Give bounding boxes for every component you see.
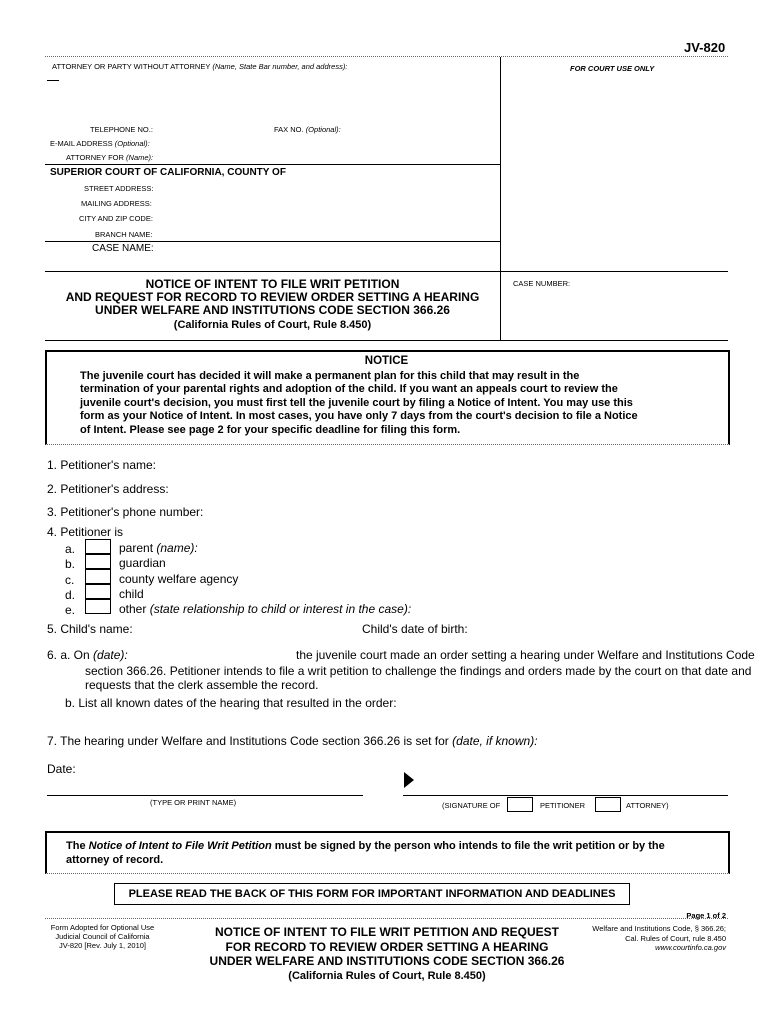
- option-d-letter: d.: [65, 588, 76, 602]
- child-dob-label: Child's date of birth:: [362, 622, 468, 636]
- signature-of-label: (SIGNATURE OF: [442, 801, 501, 810]
- item-2-petitioner-address: 2. Petitioner's address:: [47, 482, 169, 496]
- courtinfo-link[interactable]: www.courtinfo.ca.gov: [655, 943, 726, 952]
- caption-title-border: [45, 271, 728, 272]
- footer-references: Welfare and Institutions Code, § 366.26; Cal. Rules of Court, rule 8.450 www.courtinfo.ca.gov: [592, 924, 726, 952]
- attorney-for-label: ATTORNEY FOR (Name):: [66, 153, 154, 162]
- sign-note-text: The Notice of Intent to File Writ Petition must be signed by the person who intends to file the writ petition or by the attorney of record.: [66, 840, 665, 866]
- caption-court-border: [45, 164, 500, 165]
- branch-label: BRANCH NAME:: [95, 230, 153, 239]
- case-name-label: CASE NAME:: [92, 243, 154, 254]
- page-number: Page 1 of 2: [686, 911, 726, 920]
- item-6a-order-text: the juvenile court made an order setting a hearing under Welfare and Institutions Code: [296, 648, 755, 662]
- form-adopted-note: Form Adopted for Optional Use Judicial Council of California JV-820 [Rev. July 1, 2010]: [50, 923, 155, 950]
- case-number-label: CASE NUMBER:: [513, 279, 571, 288]
- parent-checkbox[interactable]: [85, 539, 111, 554]
- item-5-child-name: 5. Child's name:: [47, 622, 133, 636]
- caption-bottom-border: [45, 340, 728, 341]
- item-1-petitioner-name: 1. Petitioner's name:: [47, 458, 157, 472]
- sig-petitioner-label: PETITIONER: [540, 801, 586, 810]
- date-label: Date:: [47, 762, 76, 776]
- sig-attorney-checkbox[interactable]: [595, 797, 621, 812]
- city-zip-label: CITY AND ZIP CODE:: [79, 214, 153, 223]
- option-parent-label: parent (name):: [119, 541, 198, 555]
- child-checkbox[interactable]: [85, 584, 111, 599]
- telephone-label: TELEPHONE NO.:: [90, 125, 153, 134]
- caption-divider: [500, 57, 501, 271]
- notice-heading: NOTICE: [364, 355, 409, 367]
- other-checkbox[interactable]: [85, 599, 111, 614]
- option-e-letter: e.: [65, 603, 76, 617]
- print-name-line[interactable]: [47, 795, 363, 796]
- footer-title: NOTICE OF INTENT TO FILE WRIT PETITION AND REQUEST FOR RECORD TO REVIEW ORDER SETTING A HEARING UNDER WELFARE AND INSTITUTIONS CODE SECTION 366.26 (California Rules of Court, Rule 8.450): [209, 925, 565, 982]
- attorney-entry-mark: [47, 80, 59, 81]
- please-read-banner: PLEASE READ THE BACK OF THIS FORM FOR IMPORTANT INFORMATION AND DEADLINES: [114, 883, 630, 905]
- attorney-label: ATTORNEY OR PARTY WITHOUT ATTORNEY (Name, State Bar number, and address):: [52, 62, 348, 71]
- footer-border: [45, 918, 728, 919]
- option-guardian-label: guardian: [119, 556, 166, 570]
- option-child-label: child: [119, 587, 144, 601]
- item-7-hearing-date: 7. The hearing under Welfare and Institutions Code section 366.26 is set for (date, if known):: [47, 734, 538, 748]
- type-print-name-label: (TYPE OR PRINT NAME): [150, 798, 237, 807]
- option-other-label: other (state relationship to child or interest in the case):: [119, 602, 412, 616]
- sig-petitioner-checkbox[interactable]: [507, 797, 533, 812]
- item-4-petitioner-is: 4. Petitioner is: [47, 525, 124, 539]
- guardian-checkbox[interactable]: [85, 554, 111, 569]
- caption-casename-border: [45, 241, 500, 242]
- caption-top-border: [45, 56, 728, 57]
- item-6a-line3: requests that the clerk assemble the record.: [85, 678, 319, 692]
- sig-attorney-label: ATTORNEY): [626, 801, 669, 810]
- street-label: STREET ADDRESS:: [84, 184, 154, 193]
- signature-line[interactable]: [403, 795, 728, 796]
- notice-text: The juvenile court has decided it will make a permanent plan for this child that may result in the termination of your parental rights and adoption of the child. If you want an appeals court to review the juvenile court's decision, you must first tell the juvenile court by filing a Notice of Intent. You may use this form as your Notice of Intent. In most cases, you have only 7 days from the court's decision to file a Notice of Intent. Please see page 2 for your specific deadline for filing this form.: [80, 370, 638, 436]
- fax-label: FAX NO. (Optional):: [274, 125, 341, 134]
- option-a-letter: a.: [65, 542, 76, 556]
- sign-here-arrow-icon: [404, 772, 414, 788]
- court-label: SUPERIOR COURT OF CALIFORNIA, COUNTY OF: [50, 167, 286, 178]
- court-use-label: FOR COURT USE ONLY: [570, 64, 655, 73]
- county-welfare-checkbox[interactable]: [85, 569, 111, 584]
- mailing-label: MAILING ADDRESS:: [81, 199, 152, 208]
- email-label: E-MAIL ADDRESS (Optional):: [50, 139, 150, 148]
- option-c-letter: c.: [65, 573, 75, 587]
- item-3-petitioner-phone: 3. Petitioner's phone number:: [47, 505, 204, 519]
- option-b-letter: b.: [65, 557, 76, 571]
- item-6b: b. List all known dates of the hearing that resulted in the order:: [65, 696, 397, 710]
- form-id: JV-820: [684, 40, 726, 55]
- item-6a-line2: section 366.26. Petitioner intends to file a writ petition to challenge the findings and orders made by the court on that date and: [85, 664, 752, 678]
- item-6a: 6. a. On (date):: [47, 648, 128, 662]
- form-title: NOTICE OF INTENT TO FILE WRIT PETITION AND REQUEST FOR RECORD TO REVIEW ORDER SETTING A HEARING UNDER WELFARE AND INSTITUTIONS CODE SECTION 366.26 (California Rules of Court, Rule 8.450): [65, 277, 480, 331]
- case-number-divider: [500, 271, 501, 340]
- option-county-welfare-label: county welfare agency: [119, 572, 239, 586]
